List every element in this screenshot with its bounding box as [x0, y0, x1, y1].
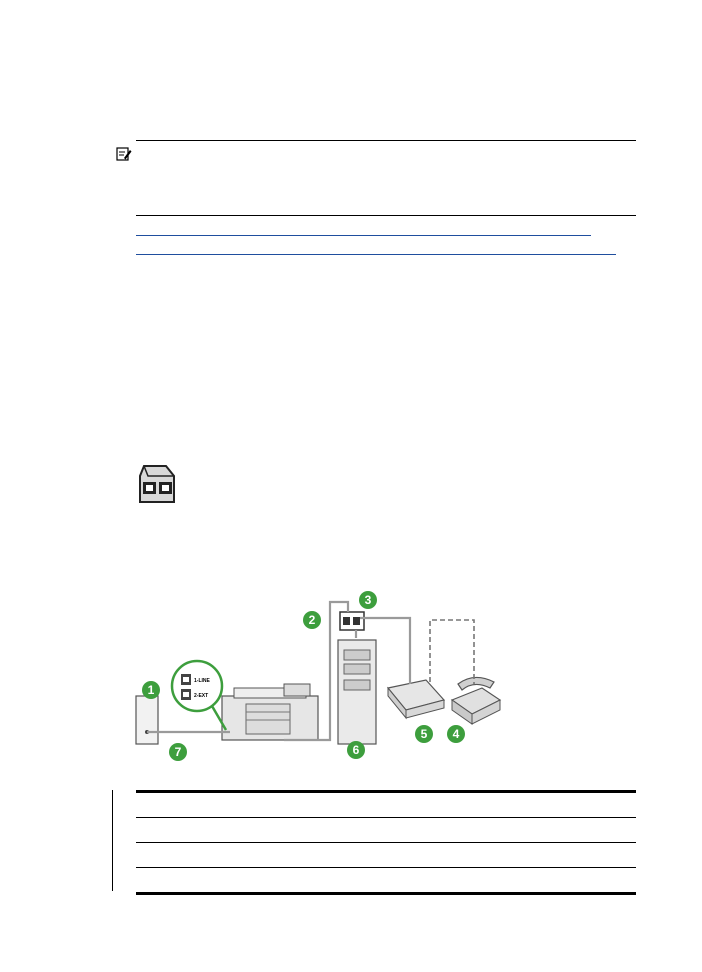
printer-device [222, 684, 318, 740]
table-row [136, 868, 636, 895]
answering-machine [388, 680, 444, 718]
callout-3: 3 [364, 593, 372, 607]
fax-connection-diagram [134, 588, 514, 766]
callout-5: 5 [420, 727, 428, 741]
note-pencil-icon [116, 146, 132, 162]
computer-tower [338, 640, 376, 744]
table-row [136, 790, 636, 818]
table-row [136, 843, 636, 868]
parallel-splitter-icon [136, 462, 178, 506]
wall-jack [136, 696, 158, 744]
telephone [452, 677, 500, 724]
callout-1: 1 [147, 683, 155, 697]
link-underline-2[interactable] [136, 254, 616, 255]
callout-2: 2 [308, 613, 316, 627]
table-column-divider [112, 790, 113, 891]
port-label-2: 2-EXT [194, 693, 209, 699]
callout-4: 4 [452, 727, 460, 741]
note-bottom-rule [136, 215, 636, 216]
port-label-1: 1-LINE [194, 678, 210, 684]
note-top-rule [136, 140, 636, 141]
link-underline-1[interactable] [136, 235, 591, 236]
table-row [136, 818, 636, 843]
callout-6: 6 [352, 743, 360, 757]
legend-table [136, 790, 636, 895]
port-magnifier [172, 661, 222, 711]
callout-7: 7 [174, 745, 182, 759]
